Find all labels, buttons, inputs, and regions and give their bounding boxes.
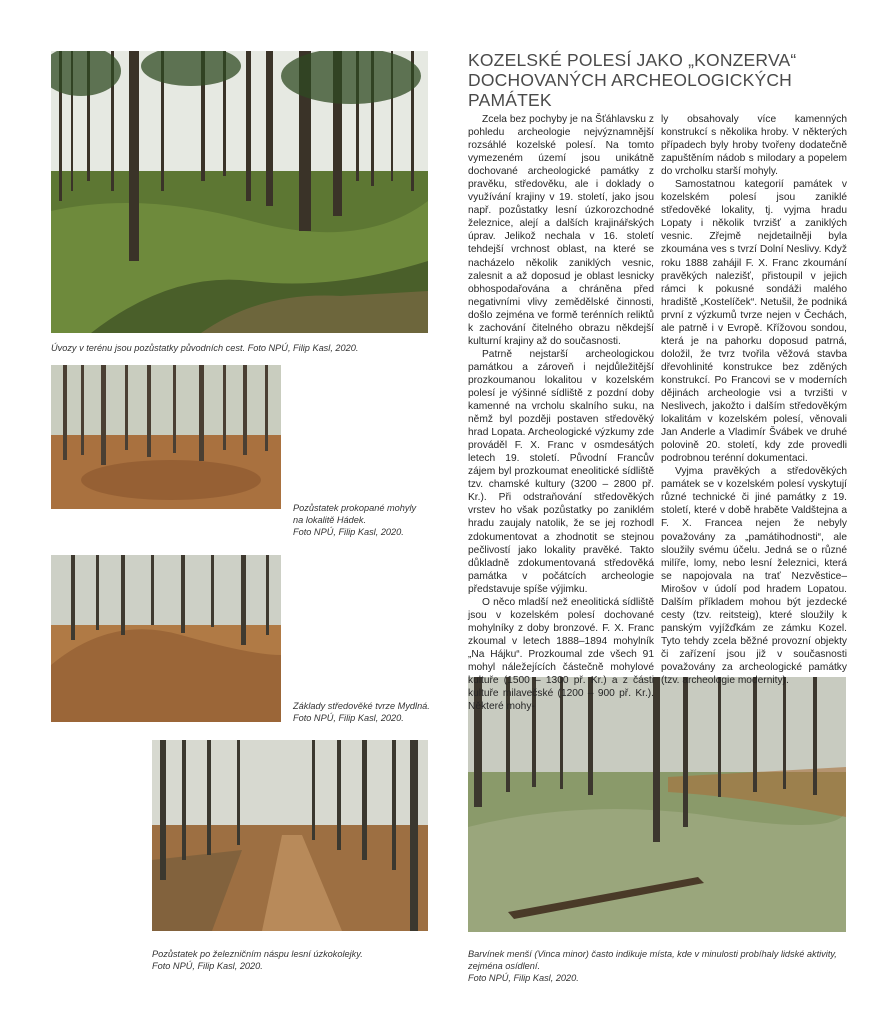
photo2-caption-line2: na lokalitě Hádek.	[293, 515, 367, 525]
photo3-caption-line1: Základy středověké tvrze Mydlná.	[293, 701, 430, 711]
photo4-caption-line1: Pozůstatek po železničním náspu lesní úzkokolejky.	[152, 949, 363, 959]
photo4-caption-line2: Foto NPÚ, Filip Kasl, 2020.	[152, 961, 263, 971]
column2-paragraph: Samostatnou kategorií památek v kozelském polesí jsou zaniklé středověké lokality, tj. vyjma hradu Lopaty i několik tvrzišť a zaniklých vesnic. Zřejmě nejdetailněji byla zkoumána ves s tvrzí Dolní Neslivy. Když roku 1888 zahájil F. X. Franc zkoumání pravěkých nalezišť, přistoupil v jejich rámci k pokusné sondáži malého hradiště „Kostelíček“. Netušil, že podniká první z výzkumů tvrze nejen v Čechách, ale patrně i v Evropě. Křížovou sondou, která je na pahorku doposud patrná, doložil, že tvrz tvořila věžová stavba dřevohlinité konstrukce bez zděných konstrukcí. Po Francovi se v moderních dějinách archeologie vsi a tvrzišti v Neslivech, jakožto i dalším středověkým lokalitám v kozelském polesí, věnovali Jan Anderle a Vladimír Švábek ve druhé polovině 20. století, kdy zde provedli podrobnou terénní dokumentaci.	[661, 179, 847, 465]
photo2-caption-line1: Pozůstatek prokopané mohyly	[293, 503, 417, 513]
column1-paragraph: Patrně nejstarší archeologickou památkou a zároveň i nejdůležitější prozkoumanou lokalitou v kozelském polesí je výšinné sídliště z pozdní doby kamenné na vrcholu skalního suku, na němž byl později postaven středověký hrad Lopata. Archeologické výzkumy zde prováděl F. X. Franc v osmdesátých letech 19. století. Původní Francův zájem byl prozkoumat eneolitické sídliště tzv. chamské kultury (3200 – 2800 př. Kr.). Při odstraňování středověkých vrstev ho však pozůstatky po zaniklém hradu zaujaly natolik, že se jej rozhodl zdokumentovat a zhodnotit se stejnou pečlivostí jako lokality pravěké. Takto důkladně zdokumentovaná středověká památka v počátcích archeologie představuje spíše výjimku.	[468, 348, 654, 595]
column2-paragraph: ly obsahovaly více kamenných konstrukcí s několika hroby. V některých případech byly hroby tvořeny dodatečně zapuštěním nádob s milodary a popelem do vrcholku starší mohyly.	[661, 114, 847, 178]
column1-paragraph: O něco mladší než eneolitická sídliště jsou v kozelském polesí dochované mohylníky z doby bronzové. F. X. Franc zkoumal v letech 1888–1894 mohylník „Na Hájku“. Prozkoumal zde všech 91 mohyl náležejících částečně mohylové kultuře (1500 – 1300 př. Kr.) a z části kultuře milavečské (1200 – 900 př. Kr.). Některé mohy-	[468, 596, 654, 713]
article-title-line1: KOZELSKÉ POLESÍ JAKO „KONZERVA“	[468, 50, 797, 70]
photo5-caption	[468, 948, 868, 984]
photo5-caption-line1: Barvínek menší (Vinca minor) často indikuje místa, kde v minulosti probíhaly lidské aktivity, zejména osídlení.	[468, 949, 837, 971]
column1-paragraph: Zcela bez pochyby je na Šťáhlavsku z pohledu archeologie nejvýznamnější rozsáhlé kozelské polesí. Na tomto vymezeném území jsou unikátně dochované archeologické památky z pravěku, středověku, ale i doklady o využívání krajiny v 19. století, jako jsou např. pozůstatky lesní úzkorozchodné železnice, alejí a dalších krajinářských úprav. Jelikož nechala v 16. století tehdejší vrchnost oblast, na které se nacházelo několik zaniklých vesnic, zalesnit a až doposud je oblast lesnicky obhospodařována a chráněna před negativními vlivy zemědělské činnosti, došlo zejména ve formě terénních reliktů k zachování čitelného obrazu někdejší kulturní krajiny až do současnosti.	[468, 114, 654, 347]
photo2-caption	[293, 502, 423, 538]
photo-periwinkle-forest	[468, 677, 846, 932]
photo3-caption	[293, 700, 433, 724]
column2-paragraph: Vyjma pravěkých a středověkých památek se v kozelském polesí vyskytují různé technické či jiné památky z 19. století, které v době hraběte Valdštejna a F. X. Francea nejen že nebyly považovány za „památihodnosti“, ale sloužily svému účelu. Jedná se o různé milíře, lomy, nebo lesní železnici, která se napojovala na trať Nezvěstice–Mirošov v údolí pod hradem Lopatou. Dalším příkladem mohou být jezdecké cesty (tzv. reitsteig), které sloužily k panským vyjížďkám ze zámku Kozel. Tyto tehdy zcela běžné provozní objekty či zařízení jsou již v současnosti považovány za archeologické památky (tzv. archeologie modernity).	[661, 466, 847, 687]
article-column-2	[661, 113, 847, 687]
photo-excavated-barrow	[51, 365, 281, 509]
photo1-caption: Úvozy v terénu jsou pozůstatky původních cest. Foto NPÚ, Filip Kasl, 2020.	[51, 343, 359, 353]
photo-fort-foundations	[51, 555, 281, 722]
photo5-caption-line2: Foto NPÚ, Filip Kasl, 2020.	[468, 973, 579, 983]
article-title	[468, 50, 868, 110]
article-column-1	[468, 113, 654, 713]
photo-forest-hollow-ways	[51, 51, 428, 333]
photo4-caption	[152, 948, 432, 972]
photo-railway-embankment	[152, 740, 428, 931]
photo2-caption-line3: Foto NPÚ, Filip Kasl, 2020.	[293, 527, 404, 537]
photo3-caption-line2: Foto NPÚ, Filip Kasl, 2020.	[293, 713, 404, 723]
article-title-line2: DOCHOVANÝCH ARCHEOLOGICKÝCH PAMÁTEK	[468, 70, 793, 110]
